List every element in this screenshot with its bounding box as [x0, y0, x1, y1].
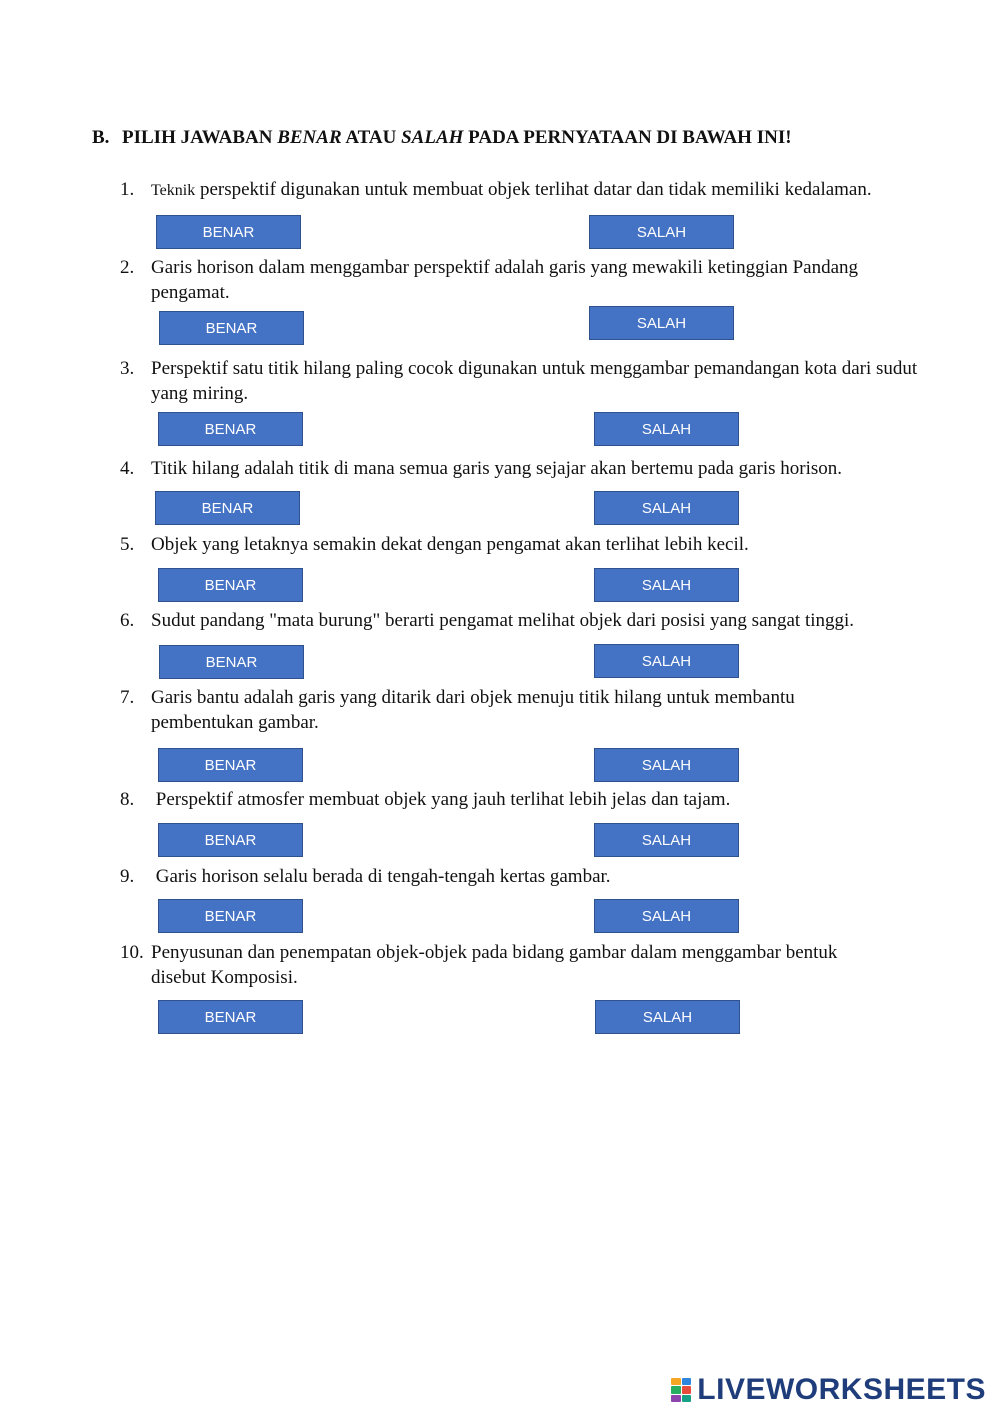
q6-benar-button[interactable]: BENAR: [159, 645, 304, 679]
liveworksheets-wordmark: LIVEWORKSHEETS: [697, 1373, 986, 1406]
q3-benar-button[interactable]: BENAR: [158, 412, 303, 446]
question-text: Objek yang letaknya semakin dekat dengan pengamat akan terlihat lebih kecil.: [151, 534, 749, 555]
question-3: [120, 356, 940, 406]
question-7: [120, 685, 940, 735]
question-1: [120, 177, 940, 203]
q8-salah-button[interactable]: SALAH: [594, 823, 739, 857]
question-5: [120, 532, 940, 557]
heading-part1: PILIH JAWABAN: [122, 127, 273, 148]
question-number: 6.: [120, 610, 135, 631]
q5-benar-button[interactable]: BENAR: [158, 568, 303, 602]
question-text: Penyusunan dan penempatan objek-objek pada bidang gambar dalam menggambar bentuk disebut Komposisi.: [151, 942, 838, 988]
q9-benar-button[interactable]: BENAR: [158, 899, 303, 933]
q10-salah-button[interactable]: SALAH: [595, 1000, 740, 1034]
question-text-rest: perspektif digunakan untuk membuat objek terlihat datar dan tidak memiliki kedalaman.: [195, 179, 872, 200]
q7-salah-button[interactable]: SALAH: [594, 748, 739, 782]
heading-benar: BENAR: [277, 127, 342, 148]
q1-benar-button[interactable]: BENAR: [156, 215, 301, 249]
q10-benar-button[interactable]: BENAR: [158, 1000, 303, 1034]
question-text: Perspektif atmosfer membuat objek yang jauh terlihat lebih jelas dan tajam.: [151, 789, 731, 810]
question-text: Perspektif satu titik hilang paling cocok digunakan untuk menggambar pemandangan kota dari sudut yang miring.: [151, 358, 918, 404]
question-number: 2.: [120, 257, 135, 278]
heading-salah: SALAH: [401, 127, 464, 148]
question-9: [120, 864, 940, 889]
q1-salah-button[interactable]: SALAH: [589, 215, 734, 249]
q7-benar-button[interactable]: BENAR: [158, 748, 303, 782]
liveworksheets-mark-icon: [671, 1378, 691, 1402]
q5-salah-button[interactable]: SALAH: [594, 568, 739, 602]
q3-salah-button[interactable]: SALAH: [594, 412, 739, 446]
question-number: 5.: [120, 534, 135, 555]
section-letter: B.: [92, 127, 110, 148]
question-2: [120, 255, 940, 305]
question-text: Sudut pandang "mata burung" berarti pengamat melihat objek dari posisi yang sangat tinggi.: [151, 610, 855, 631]
question-6: [120, 608, 940, 633]
question-text: Titik hilang adalah titik di mana semua garis yang sejajar akan bertemu pada garis horison.: [151, 458, 843, 479]
question-text: Garis horison selalu berada di tengah-tengah kertas gambar.: [151, 866, 611, 887]
q2-benar-button[interactable]: BENAR: [159, 311, 304, 345]
question-text: Garis horison dalam menggambar perspektif adalah garis yang mewakili ketinggian Pandang pengamat.: [151, 257, 859, 303]
question-number: 9.: [120, 866, 135, 887]
question-number: 10.: [120, 942, 144, 963]
q4-benar-button[interactable]: BENAR: [155, 491, 300, 525]
q4-salah-button[interactable]: SALAH: [594, 491, 739, 525]
heading-part2: PADA PERNYATAAN DI BAWAH INI!: [468, 127, 792, 148]
question-text: [151, 177, 940, 203]
question-number: 8.: [120, 789, 135, 810]
question-number: 3.: [120, 358, 135, 379]
question-number: 7.: [120, 687, 135, 708]
q8-benar-button[interactable]: BENAR: [158, 823, 303, 857]
question-4: [120, 456, 940, 481]
q2-salah-button[interactable]: SALAH: [589, 306, 734, 340]
heading-atau: ATAU: [345, 127, 397, 148]
q9-salah-button[interactable]: SALAH: [594, 899, 739, 933]
section-heading: [92, 127, 792, 149]
question-10: [120, 940, 940, 990]
question-prefix: Teknik: [151, 182, 196, 199]
question-8: [120, 787, 940, 812]
question-number: 1.: [120, 179, 135, 200]
question-text: Garis bantu adalah garis yang ditarik dari objek menuju titik hilang untuk membantu pembentukan gambar.: [151, 687, 795, 733]
question-number: 4.: [120, 458, 135, 479]
liveworksheets-logo: [671, 1373, 986, 1407]
q6-salah-button[interactable]: SALAH: [594, 644, 739, 678]
